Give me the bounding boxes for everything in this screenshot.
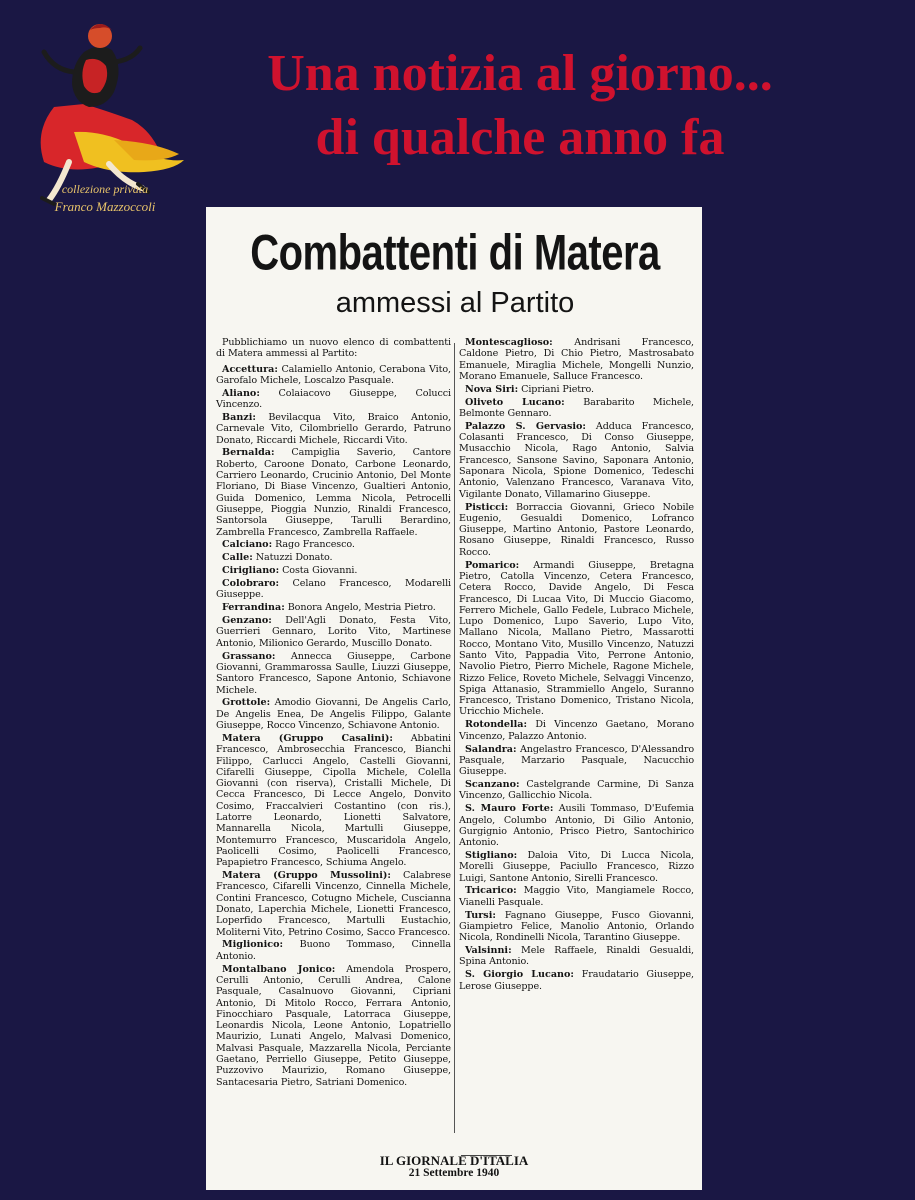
entry-names: Angelastro Francesco, D'Alessandro Pasquale, Marzario Pasquale, Nacucchio Giuseppe. <box>459 743 694 778</box>
entry-names: Calamiello Antonio, Cerabona Vito, Garofalo Michele, Loscalzo Pasquale. <box>216 363 452 386</box>
collection-caption <box>20 180 190 216</box>
entry-place: Scanzano: <box>465 779 520 791</box>
article-body <box>216 337 694 1137</box>
entry-paragraph <box>459 850 694 884</box>
entry-place: Nova Siri: <box>465 383 519 395</box>
entry-paragraph <box>216 539 451 550</box>
entry-paragraph <box>459 910 694 944</box>
entry-names: Di Vincenzo Gaetano, Morano Vincenzo, Palazzo Antonio. <box>459 719 695 742</box>
entry-paragraph <box>459 779 694 802</box>
entry-names: Amendola Prospero, Cerulli Antonio, Cerulli Andrea, Calone Pasquale, Casalnuovo Giovanni, Cipriani Antonio, Di Mitolo Rocco, Ferrara Antonio, Finocchiaro Pasquale, Latorraca Giuseppe, Leonardis Nicola, Leone Antonio, Lopatriello Maurizio, Lunati Angelo, Malvasi Domenico, Malvasi Pasquale, Mazzarella Nicola, Perciante Gaetano, Perriello Giuseppe, Petito Giuseppe, Puzzovivo Maurizio, Romano Giuseppe, Santacesaria Pietro, Satriani Domenico. <box>216 963 452 1088</box>
entry-paragraph <box>216 870 451 938</box>
entry-names: Cipriani Pietro. <box>521 383 594 395</box>
entry-names: Mele Raffaele, Rinaldi Gesualdi, Spina Antonio. <box>459 945 694 968</box>
entry-place: Salandra: <box>465 743 517 755</box>
entry-paragraph <box>459 744 694 778</box>
entry-names: Colaiacovo Giuseppe, Colucci Vincenzo. <box>216 387 451 411</box>
entry-names: Ausili Tommaso, D'Eufemia Angelo, Columbo Antonio, Di Gilio Antonio, Gurgignio Antonio, Prisco Pietro, Santochirico Antonio. <box>459 803 694 849</box>
article-subtitle: ammessi al Partito <box>335 287 575 319</box>
page-headline <box>150 42 890 170</box>
entry-paragraph <box>459 421 694 500</box>
entry-names: Bevilacqua Vito, Braico Antonio, Carnevale Vito, Cilombriello Gerardo, Patruno Donato, Riccardi Michele, Riccardi Vito. <box>216 411 452 446</box>
entry-place: Ferrandina: <box>222 602 285 614</box>
entry-paragraph <box>216 615 451 649</box>
entry-names: Borraccia Giovanni, Grieco Nobile Eugenio, Gesualdi Domenico, Lofranco Giuseppe, Martino Antonio, Pastore Leonardo, Rosano Giuseppe, Rinaldi Francesco, Russo Rocco. <box>459 501 695 558</box>
headline-line-1: Una notizia al giorno... <box>267 45 773 102</box>
entry-place: Rotondella: <box>465 719 528 731</box>
entry-paragraph <box>216 364 451 387</box>
entry-paragraph <box>216 964 451 1088</box>
entry-paragraph <box>216 697 451 731</box>
entry-paragraph <box>216 939 451 962</box>
entry-paragraph <box>216 552 451 563</box>
entry-paragraph <box>459 397 694 420</box>
entry-names: Abbatini Francesco, Ambrosecchia Francesco, Bianchi Filippo, Carlucci Angelo, Castelli Giovanni, Cifarelli Giuseppe, Cipolla Michele, Colella Giovanni (con riserva), Cristalli Michele, Di Cecca Francesco, Di Lecce Angelo, Donvito Cosimo, Fraccalvieri Costantino (con ris.), Latorre Leonardo, Lionetti Salvatore, Mannarella Nicola, Martulli Giuseppe, Montemurro Francesco, Muscaridola Angelo, Paolicelli Cosimo, Paolicelli Francesco, Papapietro Francesco, Schiuma Angelo. <box>216 732 452 869</box>
entry-place: S. Giorgio Lucano: <box>465 969 574 981</box>
entry-paragraph <box>216 447 451 537</box>
entry-paragraph <box>459 803 694 848</box>
entry-place: Palazzo S. Gervasio: <box>465 420 586 432</box>
entry-paragraph <box>459 337 694 382</box>
entry-place: Grassano: <box>222 650 276 662</box>
entry-place: Aliano: <box>222 387 260 399</box>
entry-paragraph <box>459 885 694 908</box>
entry-place: Cirigliano: <box>222 565 280 577</box>
article-intro: Pubblichiamo un nuovo elenco di combattenti di Matera ammessi al Partito: <box>216 337 451 360</box>
entry-place: Grottole: <box>222 697 271 709</box>
entry-paragraph <box>216 578 451 601</box>
entry-place: Tricarico: <box>465 885 517 897</box>
entry-paragraph <box>459 560 694 718</box>
entry-paragraph <box>459 945 694 968</box>
column-divider <box>454 343 455 1133</box>
entry-names: Amodio Giovanni, De Angelis Carlo, De Angelis Enea, De Angelis Filippo, Galante Giuseppe, Rocco Vincenzo, Schiavone Antonio. <box>216 697 452 732</box>
entry-place: Stigliano: <box>465 850 518 861</box>
entry-place: Banzi: <box>222 411 256 423</box>
article-title: Combattenti di Matera <box>250 225 660 281</box>
entry-names: Andrisani Francesco, Caldone Pietro, Di Chio Pietro, Mastrosabato Emanuele, Miraglia Michele, Mongelli Nunzio, Morano Emanuele, Salluce Francesco. <box>459 337 694 382</box>
entry-names: Natuzzi Donato. <box>255 552 333 564</box>
headline-line-2: di qualche anno fa <box>315 109 725 166</box>
entry-place: Pomarico: <box>465 559 520 571</box>
entry-paragraph <box>216 602 451 613</box>
entry-names: Calabrese Francesco, Cifarelli Vincenzo, Cinnella Michele, Contini Francesco, Cotugno Michele, Cuscianna Donato, Laperchia Michele, Lionetti Francesco, Loperfido Francesco, Martulli Eustachio, Moliterni Vito, Petrino Cosimo, Sacco Francesco. <box>216 870 452 938</box>
entry-place: Calciano: <box>222 539 273 551</box>
article-source <box>206 1154 702 1180</box>
entry-names: Bonora Angelo, Mestria Pietro. <box>287 602 436 614</box>
entry-place: Matera (Gruppo Casalini): <box>222 732 393 744</box>
caption-line-2: Franco Mazzoccoli <box>54 199 156 214</box>
entry-paragraph <box>216 651 451 696</box>
entry-names: Daloia Vito, Di Lucca Nicola, Morelli Giuseppe, Paciullo Francesco, Rizzo Luigi, Santone Antonio, Sirelli Francesco. <box>459 850 695 884</box>
caption-line-1: collezione privata <box>61 182 149 196</box>
entry-paragraph <box>459 719 694 742</box>
entry-place: Pisticci: <box>465 501 509 513</box>
entry-place: Montescaglioso: <box>465 337 553 348</box>
entry-place: Tursi: <box>465 909 496 921</box>
entry-names: Annecca Giuseppe, Carbone Giovanni, Grammarossa Saulle, Liuzzi Giuseppe, Santoro Francesco, Sapone Antonio, Schiavone Michele. <box>216 650 451 696</box>
entry-names: Rago Francesco. <box>275 539 355 551</box>
entry-place: Miglionico: <box>222 939 284 951</box>
entry-place: Genzano: <box>222 615 272 627</box>
entry-paragraph <box>459 502 694 558</box>
entry-place: Montalbano Jonico: <box>222 963 336 975</box>
newspaper-name: IL GIORNALE D'ITALIA <box>379 1153 529 1168</box>
entry-names: Castelgrande Carmine, Di Sanza Vincenzo, Gallicchio Nicola. <box>459 779 695 802</box>
entry-place: Accettura: <box>222 363 278 375</box>
entry-paragraph <box>216 388 451 411</box>
entry-place: Bernalda: <box>222 447 275 459</box>
article-column-right <box>459 337 694 994</box>
entry-paragraph <box>459 384 694 395</box>
entry-names: Dell'Agli Donato, Festa Vito, Guerrieri Gennaro, Lorito Vito, Martinese Antonio, Milionico Gerardo, Muscillo Donato. <box>216 615 452 649</box>
entry-paragraph <box>216 412 451 446</box>
entry-place: Oliveto Lucano: <box>465 396 565 408</box>
entry-place: S. Mauro Forte: <box>465 803 554 815</box>
entry-place: Colobraro: <box>222 578 280 590</box>
entry-names: Fraudatario Giuseppe, Lerose Giuseppe. <box>459 969 695 992</box>
entry-names: Maggio Vito, Mangiamele Rocco, Vianelli Pasquale. <box>459 885 694 908</box>
entry-place: Matera (Gruppo Mussolini): <box>222 870 391 882</box>
entry-place: Valsinni: <box>465 945 512 957</box>
entry-names: Adduca Francesco, Colasanti Francesco, Di Conso Giuseppe, Musacchio Nicola, Rago Antonio, Salvia Francesco, Sansone Savino, Saponara Antonio, Saponara Nicola, Spione Domenico, Tedeschi Antonio, Valenzano Francesco, Varanava Vito, Vigilante Donato, Villamarino Giuseppe. <box>459 420 694 500</box>
entry-paragraph <box>216 733 451 869</box>
entry-names: Armandi Giuseppe, Bretagna Pietro, Catolla Vincenzo, Cetera Francesco, Cetera Rocco, Davide Angelo, Di Fesca Francesco, Di Lucaa Vito, Di Muccio Giacomo, Ferrero Michele, Gallo Fedele, Lubraco Michele, Lupo Domenico, Lupo Saverio, Lupo Vito, Mallano Nicola, Mallano Pietro, Massarotti Rocco, Montano Vito, Musillo Vincenzo, Natuzzi Santo Vito, Pappadia Vito, Perrone Antonio, Navolio Pietro, Pierro Michele, Ragone Michele, Rizzo Felice, Roveto Michele, Selvaggi Vincenzo, Spiga Attanasio, Strammiello Angelo, Suranno Francesco, Tristano Domenico, Tristano Nicola, Uricchio Michele. <box>459 559 695 718</box>
publication-date: 21 Settembre 1940 <box>408 1167 500 1179</box>
entry-names: Costa Giovanni. <box>282 565 358 577</box>
entry-names: Celano Francesco, Modarelli Giuseppe. <box>216 578 452 601</box>
entry-names: Campiglia Saverio, Cantore Roberto, Caroone Donato, Carbone Leonardo, Carriero Leonardo, Crucinio Antonio, Del Monte Floriano, Di Biase Vincenzo, Gualtieri Antonio, Guida Domenico, Lemma Nicola, Petrocelli Giuseppe, Pioggia Nunzio, Rinaldi Francesco, Santorsola Giuseppe, Tarulli Berardino, Zambrella Francesco, Zambrella Raffaele. <box>216 447 452 538</box>
article-column-left <box>216 337 451 1090</box>
newspaper-clipping <box>206 207 702 1190</box>
entry-names: Barabarito Michele, Belmonte Gennaro. <box>459 396 694 419</box>
entry-paragraph <box>216 565 451 576</box>
entry-place: Calle: <box>222 552 253 564</box>
entry-paragraph <box>459 969 694 992</box>
entry-names: Buono Tommaso, Cinnella Antonio. <box>216 939 451 962</box>
entry-names: Fagnano Giuseppe, Fusco Giovanni, Giampietro Felice, Manolio Antonio, Orlando Nicola, Rondinelli Nicola, Tarantino Giuseppe. <box>459 909 694 944</box>
